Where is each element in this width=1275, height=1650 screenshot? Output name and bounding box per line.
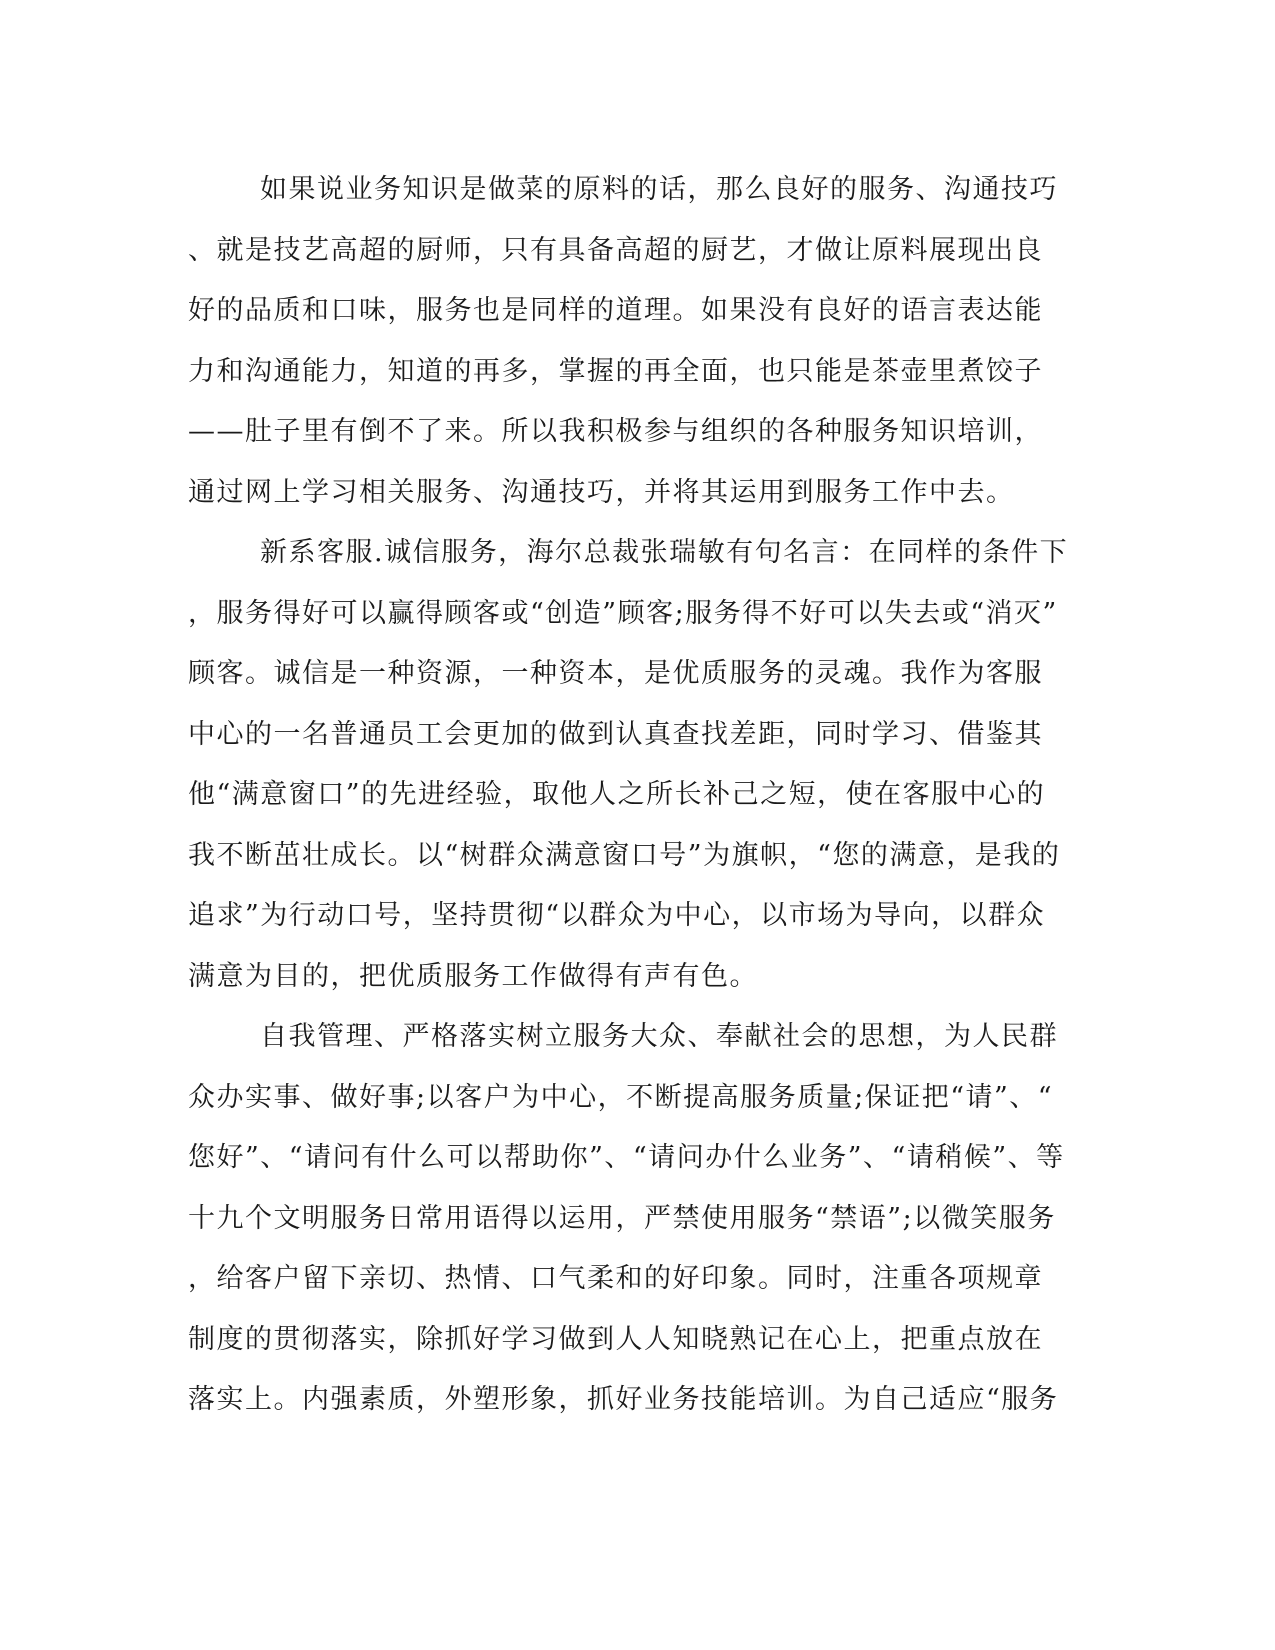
paragraph-line: 落实上。内强素质，外塑形象，抓好业务技能培训。为自己适应“服务	[188, 1384, 1059, 1415]
paragraph-line: 如果说业务知识是做菜的原料的话，那么良好的服务、沟通技巧	[260, 174, 1058, 205]
paragraph-line: 您好”、“请问有什么可以帮助你”、“请问办什么业务”、“请稍候”、等	[188, 1142, 1065, 1173]
paragraph-line: 新系客服.诚信服务，海尔总裁张瑞敏有句名言：在同样的条件下	[260, 537, 1069, 568]
paragraph-line: ，给客户留下亲切、热情、口气柔和的好印象。同时，注重各项规章	[188, 1263, 1043, 1294]
paragraph-line: 通过网上学习相关服务、沟通技巧，并将其运用到服务工作中去。	[188, 476, 1015, 508]
paragraph-1	[188, 160, 1088, 523]
paragraph-line: 、就是技艺高超的厨师，只有具备高超的厨艺，才做让原料展现出良	[188, 234, 1043, 266]
paragraph-line: 满意为目的，把优质服务工作做得有声有色。	[188, 960, 758, 992]
paragraph-2	[188, 523, 1088, 1007]
paragraph-line: 他“满意窗口”的先进经验，取他人之所长补己之短，使在客服中心的	[188, 779, 1046, 810]
paragraph-line: 好的品质和口味，服务也是同样的道理。如果没有良好的语言表达能	[188, 295, 1043, 326]
paragraph-line: 自我管理、严格落实树立服务大众、奉献社会的思想，为人民群	[260, 1021, 1058, 1052]
paragraph-line: 我不断茁壮成长。以“树群众满意窗口号”为旗帜，“您的满意，是我的	[188, 839, 1061, 871]
paragraph-line: 十九个文明服务日常用语得以运用，严禁使用服务“禁语”;以微笑服务	[188, 1202, 1056, 1234]
paragraph-line: 中心的一名普通员工会更加的做到认真查找差距，同时学习、借鉴其	[188, 718, 1043, 750]
paragraph-line: ，服务得好可以赢得顾客或“创造”顾客;服务得不好可以失去或“消灭”	[188, 597, 1058, 629]
document-body	[188, 160, 1088, 1431]
paragraph-3	[188, 1007, 1088, 1431]
paragraph-line: 顾客。诚信是一种资源，一种资本，是优质服务的灵魂。我作为客服	[188, 658, 1043, 689]
paragraph-line: 众办实事、做好事;以客户为中心，不断提高服务质量;保证把“请”、“	[188, 1081, 1054, 1113]
paragraph-line: ——肚子里有倒不了来。所以我积极参与组织的各种服务知识培训，	[188, 416, 1043, 447]
paragraph-line: 力和沟通能力，知道的再多，掌握的再全面，也只能是茶壶里煮饺子	[188, 355, 1043, 387]
paragraph-line: 制度的贯彻落实，除抓好学习做到人人知晓熟记在心上，把重点放在	[188, 1323, 1043, 1355]
paragraph-line: 追求”为行动口号，坚持贯彻“以群众为中心，以市场为导向，以群众	[188, 900, 1046, 931]
